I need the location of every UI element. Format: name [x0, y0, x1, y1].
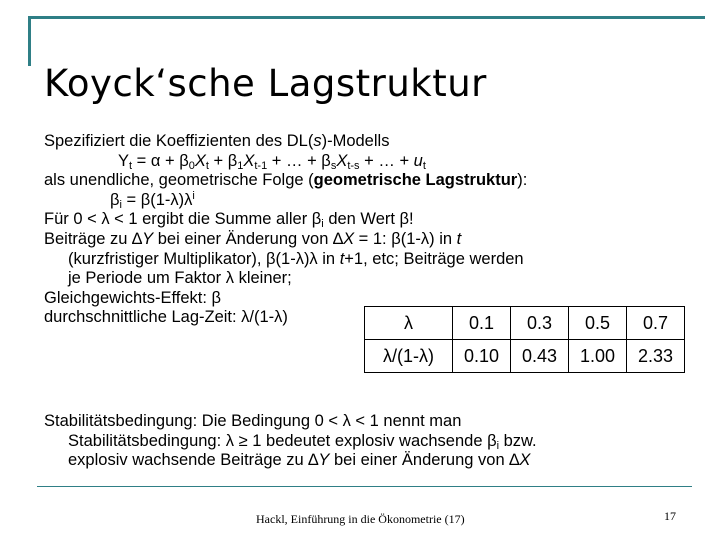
contributions-line — [44, 230, 704, 250]
dl-model-equation — [44, 152, 704, 172]
eq-sub-t: t — [129, 159, 133, 172]
sum-sub-i: i — [321, 218, 324, 231]
lambda-value: 0.3 — [511, 307, 569, 340]
eq-sub-tm1: t-1 — [254, 159, 268, 172]
lambda-row — [365, 307, 685, 340]
title-accent-bar-horizontal — [28, 16, 705, 19]
factor-line: je Periode um Faktor λ kleiner; — [68, 269, 292, 288]
contrib-text-c: = 1: β(1-λ) in — [354, 229, 457, 248]
contrib-x: X — [343, 229, 355, 248]
lambda-value: 0.1 — [453, 307, 511, 340]
stability-sub-i: i — [496, 439, 500, 452]
lambda-value: 0.7 — [627, 307, 685, 340]
sum-text: Für 0 < λ < 1 ergibt die Summe aller β — [44, 210, 322, 229]
contrib-text-b: bei einer Änderung von ∆ — [153, 229, 344, 248]
footer-divider — [37, 486, 692, 487]
lag-time-value: 2.33 — [627, 340, 685, 373]
beta-rhs: = β(1-λ)λ — [121, 190, 193, 209]
intro-text: Spezifiziert die Koeffizienten des DL( — [44, 132, 314, 150]
beta-sub-i: i — [119, 198, 122, 211]
lag-time-value: 1.00 — [569, 340, 627, 373]
sum-text-end: den Wert β! — [323, 210, 414, 229]
stability-text-b: bzw. — [499, 431, 537, 450]
intro-text-end: )-Modells — [321, 132, 390, 150]
lag-time-value: 0.43 — [511, 340, 569, 373]
multiplier-text-a: (kurzfristiger Multiplikator), β(1-λ)λ in — [68, 249, 340, 268]
lag-time-header: λ/(1-λ) — [365, 340, 453, 373]
stability-line-1: Stabilitätsbedingung: Die Bedingung 0 < λ < 1 nennt man — [44, 412, 462, 430]
eq-u: u — [413, 151, 423, 170]
sum-line — [44, 210, 704, 230]
intro-s: s — [313, 132, 322, 150]
eq-y: Y — [118, 151, 130, 170]
stability-y: Y — [318, 451, 330, 470]
stability-text-a: Stabilitätsbedingung: λ ≥ 1 bedeutet explosiv wachsende β — [68, 431, 497, 450]
geometric-text-end: ): — [517, 171, 528, 190]
eq-dots: + … + — [359, 151, 414, 170]
stability-text-c: explosiv wachsende Beiträge zu ∆ — [68, 451, 319, 470]
geometric-text: als unendliche, geometrische Folge ( — [44, 171, 314, 190]
lambda-header: λ — [365, 307, 453, 340]
eq-alpha-beta: = α + β — [132, 151, 189, 170]
eq-sub-1: 1 — [237, 159, 244, 172]
stability-x: X — [519, 451, 531, 470]
slide-body — [44, 132, 704, 328]
lag-time-value: 0.10 — [453, 340, 511, 373]
footer-text: Hackl, Einführung in die Ökonometrie (17) — [256, 512, 465, 526]
multiplier-text-b: +1, etc; Beiträge werden — [344, 249, 524, 268]
eq-sub-0: 0 — [188, 159, 195, 172]
intro-line — [44, 132, 704, 152]
stability-text-d: bei einer Änderung von ∆ — [329, 451, 520, 470]
contrib-y: Y — [142, 229, 154, 248]
mean-lag-line: durchschnittliche Lag-Zeit: λ/(1-λ) — [44, 308, 288, 327]
stability-line-3 — [44, 451, 537, 471]
eq-sub-s: s — [330, 159, 337, 172]
equilibrium-effect-line: Gleichgewichts-Effekt: β — [44, 288, 222, 307]
slide-title: Koyck‘sche Lagstruktur — [44, 62, 487, 105]
lag-time-row — [365, 340, 685, 373]
beta-i-formula — [44, 191, 704, 211]
eq-dots-beta: + … + β — [267, 151, 331, 170]
geometric-line — [44, 171, 704, 191]
eq-sub-t2: t — [205, 159, 209, 172]
title-accent-bar-vertical — [28, 16, 31, 66]
geometric-lagstruktur-bold: geometrische Lagstruktur — [313, 171, 518, 190]
eq-xs: X — [336, 151, 348, 170]
lambda-value: 0.5 — [569, 307, 627, 340]
eq-x0: X — [194, 151, 206, 170]
page-number: 17 — [664, 509, 676, 523]
eq-sub-t3: t — [422, 159, 426, 172]
eq-sub-tms: t-s — [347, 159, 360, 172]
eq-x1: X — [243, 151, 255, 170]
contrib-text-a: Beiträge zu ∆ — [44, 229, 143, 248]
lag-table — [364, 306, 685, 373]
stability-line-2 — [44, 432, 537, 452]
lambda-exp-i: i — [192, 189, 195, 202]
beta-symbol: β — [110, 190, 120, 209]
multiplier-t: t — [339, 249, 345, 268]
eq-plus-beta: + β — [208, 151, 238, 170]
stability-section — [44, 412, 537, 471]
multiplier-line — [44, 250, 704, 270]
contrib-t: t — [456, 229, 462, 248]
